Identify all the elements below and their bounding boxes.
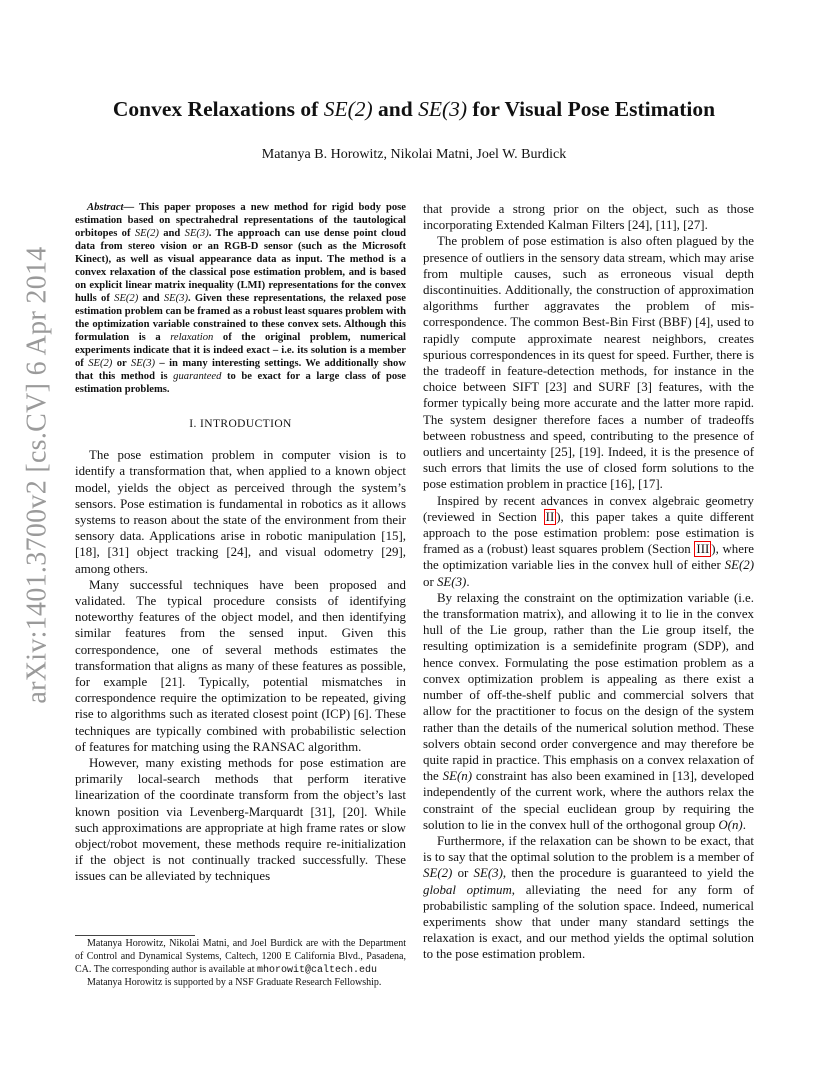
right-paragraph-4: Furthermore, if the relaxation can be shown to be exact, that is to say that the optimal solution to the problem is a member of SE(2) or SE(3), then the procedure is guaranteed to yield the global optimum, alleviating the need for any form of probabilistic sampling of the solution space. Indeed, numerical experiments show that under many standard settings the relaxation is exact, and our method yields the optimal solution to the pose estimation problem. bbox=[423, 833, 754, 962]
section-heading-introduction: I. INTRODUCTION bbox=[189, 418, 292, 430]
right-column bbox=[423, 201, 754, 963]
intro-paragraph-3: However, many existing methods for pose estimation are primarily local-search methods that perform iterative linearization of the coordinate transform from the object’s last known position via Levenberg-Marquardt [31], [20]. While such approximations are appropriate at high frame rates or slow object/robot movement, these methods require re-initialization if the object is not continually tracked successfully. These issues can be alleviated by techniques bbox=[75, 756, 406, 884]
abstract: Abstract— This paper proposes a new method for rigid body pose estimation based on spectrahedral representations of the tautological orbitopes of SE(2) and SE(3). The approach can use dense point cloud data from stereo vision or an RGB-D sensor (such as the Microsoft Kinect), as well as visual appearance data as input. The method is a convex relaxation of the classical pose estimation problem, and is based on explicit linear matrix inequality (LMI) representations for the convex hulls of SE(2) and SE(3). Given these representations, the relaxed pose estimation problem can be framed as a robust least squares problem with the optimization variable constrained to these convex sets. Although this formulation is a relaxation of the original problem, numerical experiments indicate that it is indeed exact – i.e. its solution is a member of SE(2) or SE(3) – in many interesting settings. We additionally show that this method is guaranteed to be exact for a large class of pose estimation problems. bbox=[75, 202, 407, 395]
left-column bbox=[75, 201, 406, 885]
intro-paragraph-1: The pose estimation problem in computer vision is to identify a transformation that, when applied to a known object model, yields the object as perceived through the system’s sensors. Pose estimation is fundamental in robotics as it allows systems to reason about the state of the environment from their sensory data. Applications arise in robotic manipulation [15], [18], [31] object tracking [24], and visual odometry [29], among others. bbox=[75, 448, 406, 576]
author-list: Matanya B. Horowitz, Nikolai Matni, Joel W. Burdick bbox=[261, 147, 567, 162]
footnote-rule bbox=[75, 935, 195, 936]
arxiv-identifier: arXiv:1401.3700v2 [cs.CV] 6 Apr 2014 bbox=[22, 246, 54, 704]
right-paragraph-2: Inspired by recent advances in convex algebraic geometry (reviewed in Section II ), this paper takes a quite different approach to the pose estimation problem: pose estimation is framed as a (robust) least squares problem (Section III ), where the optimization variable lies in the convex hull of either SE(2) or SE(3). bbox=[423, 493, 754, 589]
right-paragraph-0: that provide a strong prior on the object, such as those incorporating Extended Kalman Filters [24], [11], [27]. bbox=[423, 202, 754, 233]
footnote bbox=[75, 935, 406, 990]
right-paragraph-3: By relaxing the constraint on the optimization variable (i.e. the transformation matrix), and allowing it to lie in the convex hull of the Lie group, rather than the Lie group itself, the resulting optimization is a semidefinite program (SDP), and hence convex. Formulating the pose estimation problem as a convex optimization problem is appealing as there exist a number of off-the-shelf public and commercial solvers that allow for the practitioner to focus on the design of the system rather than the details of the numerical solution method. These solvers obtain second order convergence and may therefore be quite rapid in practice. This emphasis on a convex relaxation of the SE(n) constraint has also been examined in [13], developed independently of the current work, where the authors relax the constraint of the special euclidean group by requiring the solution to lie in the convex hull of the orthogonal group O(n). bbox=[423, 590, 754, 832]
section-ref-link-ii[interactable]: II bbox=[545, 509, 555, 524]
author-email: mhorowit@caltech.edu bbox=[257, 964, 378, 976]
intro-paragraph-2: Many successful techniques have been proposed and validated. The typical procedure consists of identifying noteworthy features of the object model, and then identifying similar features from the sensed input. Given this correspondence, one of several methods estimates the transformation that aligns as many of these features as possible, for example [21]. Typically, potential mismatches in correspondence require the optimization to be repeated, giving rise to algorithms such as iterated closest point (ICP) [6]. These techniques are typically combined with probabilistic selection of features for matching using the RANSAC algorithm. bbox=[75, 577, 406, 754]
footnote-funding: Matanya Horowitz is supported by a NSF Graduate Research Fellowship. bbox=[87, 977, 382, 989]
right-paragraph-1: The problem of pose estimation is also often plagued by the presence of outliers in the sensory data stream, which may arise from multiple causes, such as erroneous visual depth discontinuities. Additionally, the construction of approximation algorithms further aggravates the problem of mis-correspondence. The common Best-Bin First (BBF) [4], used to rapidly compute approximate nearest neighbors, creates spurious correspondences in its quest for speed. Further, there is the tradeoff in feature-detection methods, for instance in the choice between SIFT [23] and SURF [3] features, with the former typically being more accurate and the latter more rapid. The system designer therefore faces a number of tradeoffs between robustness and speed, contributing to the presence of outliers and uncertainty [25], [19]. Indeed, it is the presence of such errors that limits the use of closed form solutions to the pose estimation problem in practice [16], [17]. bbox=[423, 234, 754, 492]
paper-title: Convex Relaxations of SE(2) and SE(3) for Visual Pose Estimation bbox=[112, 97, 716, 121]
footnote-affiliation: Matanya Horowitz, Nikolai Matni, and Joel Burdick are with the Department of Control and Dynamical Systems, Caltech, 1200 E California Blvd., Pasadena, CA. The corresponding author is available at mhorowit@caltech.edu bbox=[75, 938, 406, 976]
section-ref-link-iii[interactable]: III bbox=[696, 542, 710, 557]
